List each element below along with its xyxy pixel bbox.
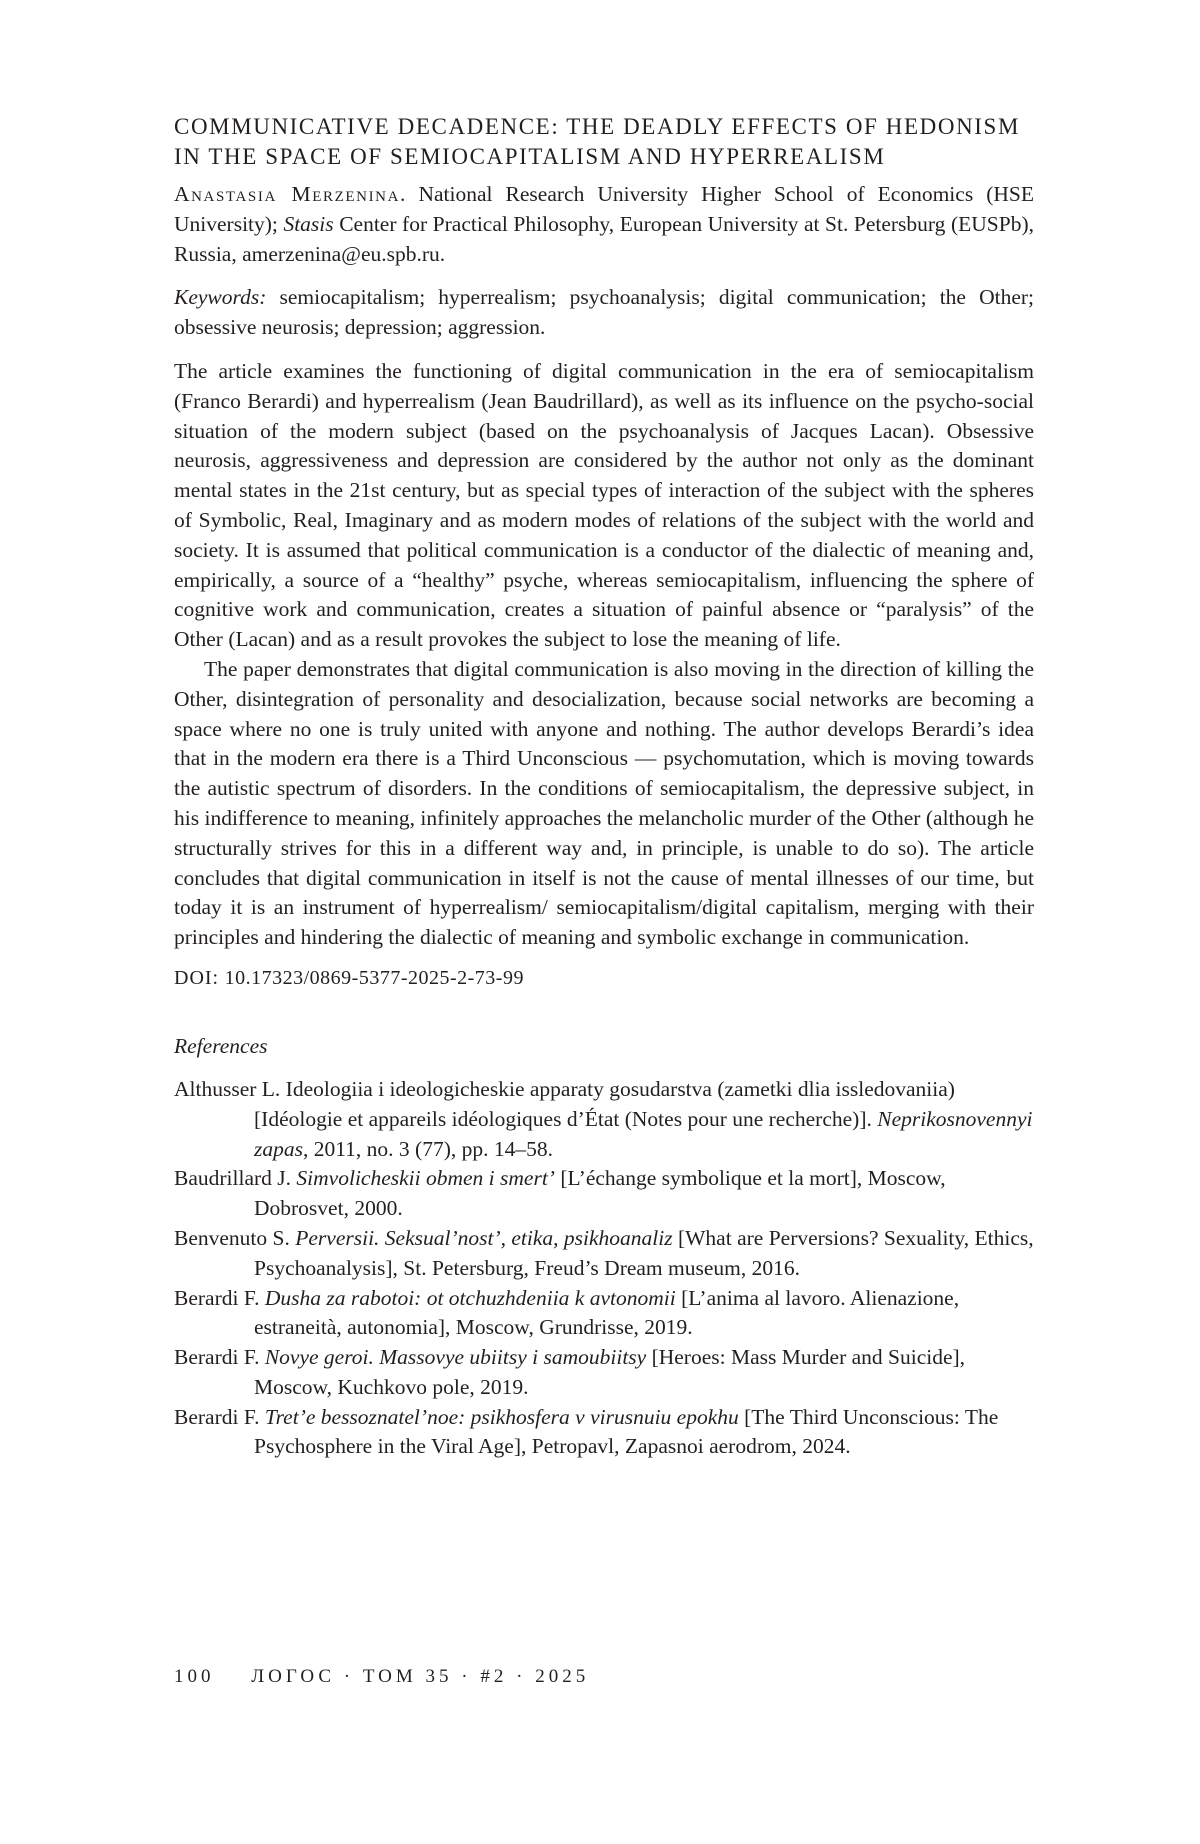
reference-item xyxy=(174,1343,1034,1403)
reference-title: Tret’e bessoznatel’noe: psikhosfera v virusnuiu epokhu xyxy=(264,1404,739,1429)
doi-line xyxy=(174,967,1034,990)
reference-text: Berardi F. xyxy=(174,1404,265,1429)
abstract-paragraph-2: The paper demonstrates that digital communication is also moving in the direction of killing the Other, disintegration of personality and desocialization, because social networks are becoming a space where no one is truly united with anyone and nothing. The author develops Berardi’s idea that in the modern era there is a Third Unconscious — psychomutation, which is moving towards the autistic spectrum of disorders. In the conditions of semiocapitalism, the depressive subject, in his indifference to meaning, infinitely approaches the melancholic murder of the Other (although he structurally strives for this in a different way and, in principle, is unable to do so). The article concludes that digital communication in itself is not the cause of mental illnesses of our time, but today it is an instrument of hyperrealism/ semiocapitalism/digital capitalism, merging with their principles and hindering the dialectic of meaning and symbolic exchange in communication. xyxy=(174,656,1034,950)
references-heading: References xyxy=(174,1033,268,1058)
reference-text: [The Third Unconscious: The Psychosphere in the Viral Age], Petropavl, Zapasnoi aerodrom, 2024. xyxy=(254,1404,999,1459)
reference-text: Baudrillard J. xyxy=(174,1166,297,1191)
reference-title: Novye geroi. Massovye ubiitsy i samoubiitsy xyxy=(264,1345,647,1370)
reference-item xyxy=(174,1284,1034,1344)
article-page xyxy=(174,112,1034,1462)
reference-title: Neprikosnovennyi zapas xyxy=(254,1106,1033,1161)
page-footer xyxy=(174,1666,589,1688)
reference-text: Benvenuto S. xyxy=(174,1225,296,1250)
keywords-label: Keywords: xyxy=(174,285,267,310)
reference-text: [Heroes: Mass Murder and Suicide], Moscow, Kuchkovo pole, 2019. xyxy=(254,1345,966,1399)
author-affiliation-italic: Stasis xyxy=(283,211,334,236)
abstract xyxy=(174,357,1034,953)
doi-label: DOI: xyxy=(174,966,220,989)
keywords-block xyxy=(174,283,1034,343)
reference-title: Perversii. Seksual’nost’, etika, psikhoanaliz xyxy=(295,1225,673,1250)
reference-text: , 2011, no. 3 (77), pp. 14–58. xyxy=(302,1136,554,1161)
author-affiliation-pre: . National Research University Higher School of Economics (HSE University); xyxy=(174,182,1034,236)
author-block xyxy=(174,180,1034,269)
reference-text: Althusser L. Ideologiia i ideologicheskie apparaty gosudarstva (zametki dlia issledovaniia) [Idéologie et appareils idéologiques d’État (Notes pour une recherche)]. xyxy=(174,1076,955,1131)
abstract-paragraph-1: The article examines the functioning of digital communication in the era of semiocapitalism (Franco Berardi) and hyperrealism (Jean Baudrillard), as well as its influence on the psycho-social situation of the modern subject (based on the psychoanalysis of Jacques Lacan). Obsessive neurosis, aggressiveness and depression are considered by the author not only as the dominant mental states in the 21st century, but as special types of interaction of the subject with the spheres of Symbolic, Real, Imaginary and as modern modes of relations of the subject with the world and society. It is assumed that political communication is a conductor of the dialectic of meaning and, empirically, a source of a “healthy” psyche, whereas semiocapitalism, influencing the sphere of cognitive work and communication, creates a situation of painful absence or “paralysis” of the Other (Lacan) and as a result provokes the subject to lose the meaning of life. xyxy=(174,358,1034,652)
references-list xyxy=(174,1075,1034,1462)
reference-text: [L’anima al lavoro. Alienazione, estraneità, autonomia], Moscow, Grundrisse, 2019. xyxy=(254,1285,960,1340)
article-title xyxy=(174,112,1034,172)
reference-text: [L’échange symbolique et la mort], Moscow, Dobrosvet, 2000. xyxy=(254,1166,946,1221)
reference-title: Dusha za rabotoi: ot otchuzhdeniia k avtonomii xyxy=(264,1285,676,1310)
keywords-text: semiocapitalism; hyperrealism; psychoanalysis; digital communication; the Other; obsessive neurosis; depression; aggression. xyxy=(174,285,1034,340)
author-affiliation-post: Center for Practical Philosophy, European University at St. Petersburg (EUSPb), Russia, amerzenina@eu.spb.ru. xyxy=(174,211,1034,266)
reference-item xyxy=(174,1403,1034,1463)
author-name: Anastasia Merzenina xyxy=(174,182,401,206)
page-number: 100 xyxy=(174,1666,215,1687)
journal-running-title: ЛОГОС · ТОМ 35 · #2 · 2025 xyxy=(251,1666,590,1687)
reference-text: Berardi F. xyxy=(174,1285,265,1310)
reference-item xyxy=(174,1164,1034,1224)
doi-value: 10.17323/0869-5377-2025-2-73-99 xyxy=(219,966,524,989)
article-title-line-1: COMMUNICATIVE DECADENCE: THE DEADLY EFFECTS OF HEDONISM xyxy=(174,114,1020,139)
reference-text: [What are Perversions? Sexuality, Ethics, Psychoanalysis], St. Petersburg, Freud’s Dream museum, 2016. xyxy=(254,1225,1034,1280)
reference-item xyxy=(174,1075,1034,1164)
reference-title: Simvolicheskii obmen i smert’ xyxy=(296,1166,555,1191)
reference-text: Berardi F. xyxy=(174,1345,265,1370)
article-title-line-2: IN THE SPACE OF SEMIOCAPITALISM AND HYPERREALISM xyxy=(174,144,886,169)
reference-item xyxy=(174,1224,1034,1284)
